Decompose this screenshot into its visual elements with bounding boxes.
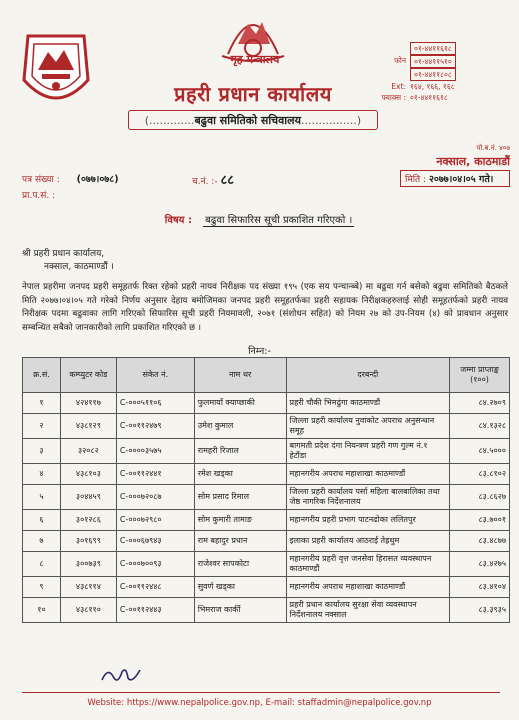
- table-cell: C-००११२४७९: [116, 414, 194, 439]
- table-cell: फुलमायाँ क्याप्छाकी: [194, 393, 286, 414]
- header-name: नाम थर: [194, 358, 286, 393]
- table-cell: ३०१६९९: [60, 531, 116, 552]
- division-name: बढुवा समितिको सचिवालय: [194, 114, 301, 127]
- table-cell: रमेश खड्का: [194, 464, 286, 485]
- table-cell: उमेश कुमाल: [194, 414, 286, 439]
- table-cell: ९: [23, 577, 61, 598]
- table-cell: बागमती प्रदेश दंगा नियन्त्रण प्रहरी गण गुल्म नं.१ हेटौंडा: [286, 439, 450, 464]
- table-cell: ४३८१०३: [60, 464, 116, 485]
- header-computer-code: कम्प्युटर कोड: [60, 358, 116, 393]
- recipient-block: श्री प्रहरी प्रधान कार्यालय, नक्साल, काठमाण्डौं ।: [22, 249, 114, 272]
- table-row: [23, 464, 510, 485]
- signature-icon: [98, 664, 144, 686]
- table-cell: ८३.८६२७: [450, 485, 510, 510]
- table-row: [23, 577, 510, 598]
- contact-block: ०१-४४११६१८ फोन ०१-४४११५१० ०१-४४११८०८ Ext: १६४, १६६, १६८ फ्याक्स : ०१-४४११६१८: [381, 44, 455, 102]
- dispatch-number: च.नं. :- ८८: [192, 173, 234, 188]
- header-total-score: जम्मा प्राप्ताङ्क (१००): [450, 358, 510, 393]
- division-prefix: (.............: [144, 114, 195, 127]
- table-cell: C-०००७००९३: [116, 552, 194, 577]
- phone-1: ०१-४४११६१८: [410, 42, 456, 55]
- table-row: [23, 510, 510, 531]
- table-cell: प्रहरी प्रधान कार्यालय सुरक्षा सेवा व्यवस्थापन निर्देशनालय नक्साल: [286, 598, 450, 623]
- header-posting: दरबन्दी: [286, 358, 450, 393]
- letter-number: पत्र संख्या : (०७७।०७८): [22, 174, 119, 185]
- po-box: पो.ब.नं. ४०७: [476, 144, 510, 152]
- table-cell: महानगरीय प्रहरी वृत्त जनसेवा हिरासत व्यवस्थापन काठमाण्डौं: [286, 552, 450, 577]
- date-box: मिति : २०७७।०४।०५ गते।: [400, 170, 510, 187]
- table-header-row: [23, 358, 510, 393]
- table-cell: ७: [23, 531, 61, 552]
- office-address: नक्साल, काठमाडौं: [436, 155, 510, 168]
- table-cell: ४३८११०: [60, 598, 116, 623]
- table-cell: C-०००६७९४३: [116, 531, 194, 552]
- table-row: [23, 485, 510, 510]
- table-cell: महानगरीय अपराध महाशाखा काठमाण्डौं: [286, 464, 450, 485]
- footer-contact: Website: https://www.nepalpolice.gov.np, E-mail: staffadmin@nepalpolice.gov.np: [87, 698, 432, 708]
- table-cell: ४३८११४: [60, 577, 116, 598]
- table-cell: ४: [23, 464, 61, 485]
- table-cell: C-००११२४४३: [116, 598, 194, 623]
- table-cell: ८४.१३२८: [450, 414, 510, 439]
- phone-3: ०१-४४११८०८: [410, 68, 456, 81]
- ref-number: प्रा.प.सं. :: [22, 191, 56, 201]
- table-cell: ८४.५०००: [450, 439, 510, 464]
- table-cell: ८३.३९३५: [450, 598, 510, 623]
- nepal-police-logo-icon: [18, 30, 94, 116]
- table-row: [23, 414, 510, 439]
- fax: ०१-४४११६१८: [410, 93, 448, 102]
- table-cell: ४३८१२९: [60, 414, 116, 439]
- extension: १६४, १६६, १६८: [410, 82, 455, 91]
- table-cell: इलाका प्रहरी कार्यालय आठराई तेह्रथुम: [286, 531, 450, 552]
- table-cell: ३००७३९: [60, 552, 116, 577]
- table-cell: महानगरीय अपराध महाशाखा काठमाण्डौं: [286, 577, 450, 598]
- table-cell: ८३.४१०४: [450, 577, 510, 598]
- table-cell: C-००००३५७५: [116, 439, 194, 464]
- table-cell: जिल्ला प्रहरी कार्यालय नुवाकोट अपराध अनुसन्धान समूह: [286, 414, 450, 439]
- body-paragraph: नेपाल प्रहरीमा जनपद प्रहरी समूहतर्फ रिक्त रहेको प्रहरी नायव निरीक्षक पद संख्या १९५ (एक सय पन्चान्ब्बे) मा बढुवा गर्न बसेको बढुवा समितिको बैठकले मिति २०७७।०४।०५ गते गरेको निर्णय अनुसार देहाय बमोजिमका जनपद प्रहरी समूहतर्फका प्रहरी सहायक निरीक्षकहरुलाई सोही समूहतर्फको प्रहरी नायव निरीक्षक पदमा बढुवाका लागि गरिएको सिफारिस सूची प्रहरी नियमावली, २०७१ (संशोधन सहित) को नियम २७ को उप-नियम (४) को प्रावधान अनुसार सम्बन्धित सबैको जानकारीको लागि प्रकाशित गरिएको छ ।: [22, 282, 508, 333]
- table-cell: ३०४४५९: [60, 485, 116, 510]
- recommendation-table: [22, 357, 510, 623]
- table-cell: १०: [23, 598, 61, 623]
- header-code-number: संकेत नं.: [116, 358, 194, 393]
- table-cell: सोम कुमारी तामाङ: [194, 510, 286, 531]
- table-cell: सुवर्ण खड्का: [194, 577, 286, 598]
- table-cell: ३: [23, 439, 61, 464]
- table-cell: ८४.२७०९: [450, 393, 510, 414]
- table-cell: ३२०८२: [60, 439, 116, 464]
- table-cell: महानगरीय प्रहरी प्रभाग पाटनढोका ललितपुर: [286, 510, 450, 531]
- table-cell: ३०१२८६: [60, 510, 116, 531]
- table-row: [23, 393, 510, 414]
- ministry-name: गृह मन्त्रालय: [230, 53, 280, 66]
- table-cell: रामहरी रिजाल: [194, 439, 286, 464]
- table-cell: C-०००७२०८७: [116, 485, 194, 510]
- table-cell: २: [23, 414, 61, 439]
- header-sn: क्र.सं.: [23, 358, 61, 393]
- table-row: [23, 531, 510, 552]
- table-cell: प्रहरी चौकी भिमढुंगा काठमाण्डौं: [286, 393, 450, 414]
- office-title: प्रहरी प्रधान कार्यालय: [174, 82, 332, 106]
- list-intro: निम्न:-: [248, 346, 271, 357]
- table-cell: भिमराज कार्की: [194, 598, 286, 623]
- table-cell: C-००११२४४१: [116, 464, 194, 485]
- table-row: [23, 598, 510, 623]
- table-cell: ८३.४२७५: [450, 552, 510, 577]
- division-box: [128, 110, 378, 130]
- table-cell: C-०००७२९८०: [116, 510, 194, 531]
- table-cell: ८३.४८७७: [450, 531, 510, 552]
- table-cell: ८३.७००१: [450, 510, 510, 531]
- table-row: [23, 439, 510, 464]
- table-cell: ८: [23, 552, 61, 577]
- phone-2: ०१-४४११५१०: [410, 55, 456, 68]
- division-suffix: ................): [300, 114, 362, 127]
- table-cell: राजेश्वर सापकोटा: [194, 552, 286, 577]
- table-cell: ४२४११७: [60, 393, 116, 414]
- table-cell: C-०००५११०६: [116, 393, 194, 414]
- table-cell: १: [23, 393, 61, 414]
- table-cell: सोम प्रसाद रिमाल: [194, 485, 286, 510]
- footer-divider: [22, 692, 500, 693]
- table-cell: ६: [23, 510, 61, 531]
- table-cell: C-००११२४४८: [116, 577, 194, 598]
- table-row: [23, 552, 510, 577]
- table-cell: जिल्ला प्रहरी कार्यालय पर्सा महिला बालबालिका तथा जेष्ठ नागरिक निर्देशनालय: [286, 485, 450, 510]
- table-cell: राम बहादुर प्रधान: [194, 531, 286, 552]
- table-cell: ८३.८१०२: [450, 464, 510, 485]
- table-cell: ५: [23, 485, 61, 510]
- subject-line: विषय : बढुवा सिफारिस सूची प्रकाशित गरिएको ।: [164, 215, 353, 226]
